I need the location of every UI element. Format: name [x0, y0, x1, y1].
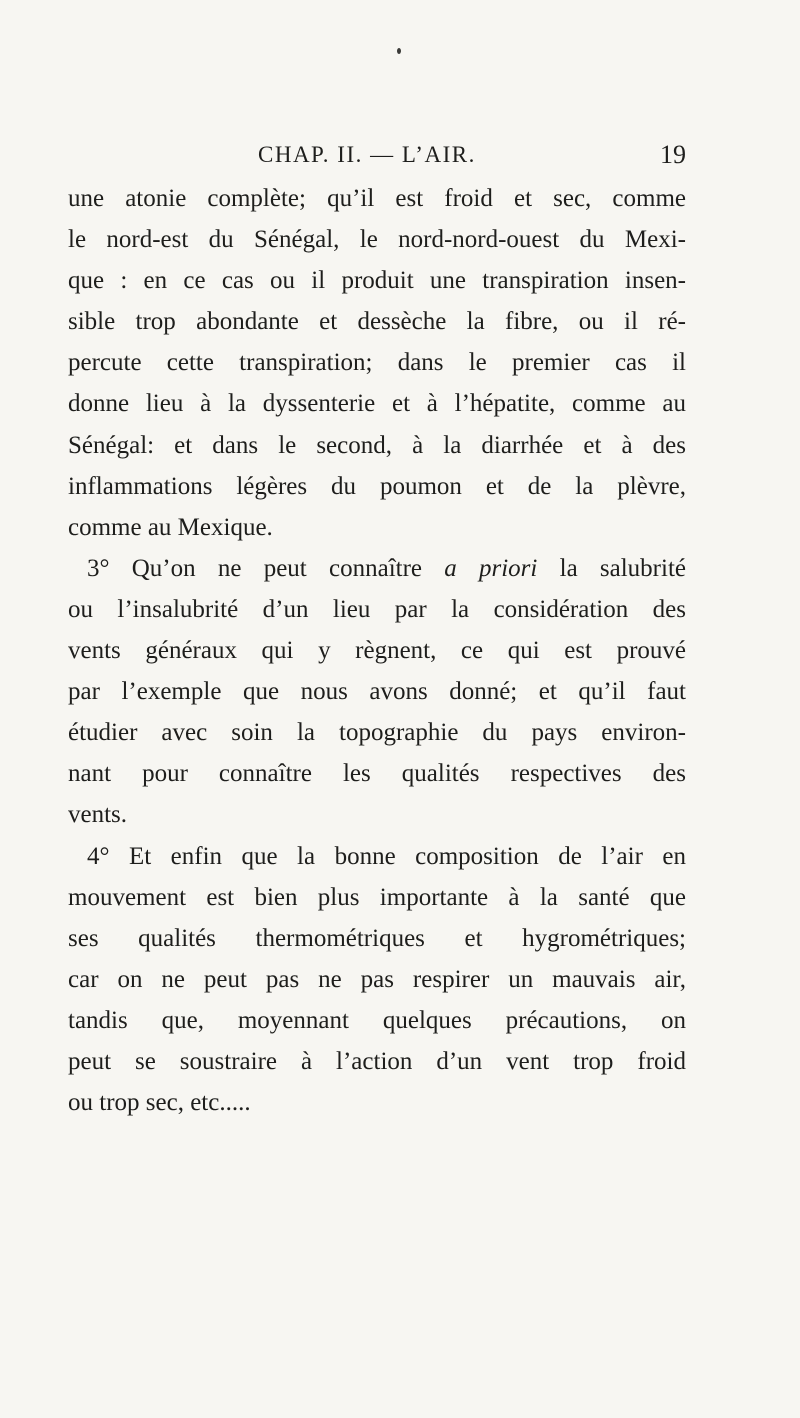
- text-line: une atonie complète; qu’il est froid et sec, comme: [68, 185, 686, 212]
- text-line: sible trop abondante et dessèche la fibre, ou il ré-: [68, 308, 686, 336]
- text-line: Sénégal: et dans le second, à la diarrhée et à des: [68, 431, 686, 459]
- text-line: par l’exemple que nous avons donné; et qu’il faut: [68, 678, 686, 706]
- text-line: mouvement est bien plus importante à la santé que: [68, 883, 686, 911]
- body-text: [68, 178, 686, 1123]
- text-line-paragraph-end: comme au Mexique.: [68, 513, 273, 541]
- text-line: donne lieu à la dyssenterie et à l’hépatite, comme au: [68, 390, 686, 418]
- text-line: inflammations légères du poumon et de la plèvre,: [68, 472, 686, 500]
- text-line: car on ne peut pas ne pas respirer un mauvais air,: [68, 965, 686, 993]
- text-line-paragraph-start: 4° Et enfin que la bonne composition de l’air en: [87, 842, 686, 870]
- text-line: vents généraux qui y règnent, ce qui est prouvé: [68, 637, 686, 665]
- text-line: nant pour connaître les qualités respectives des: [68, 760, 686, 788]
- text-line: le nord-est du Sénégal, le nord-nord-ouest du Mexi-: [68, 226, 686, 254]
- text-line: peut se soustraire à l’action d’un vent trop froid: [68, 1047, 686, 1075]
- page-number: 19: [660, 140, 686, 169]
- text-line: étudier avec soin la topographie du pays environ-: [68, 719, 686, 747]
- text-line-paragraph-start: 3° Qu’on ne peut connaître a priori la salubrité: [87, 554, 686, 582]
- text-line: ou l’insalubrité d’un lieu par la considération des: [68, 595, 686, 623]
- text-line: ses qualités thermométriques et hygrométriques;: [68, 924, 686, 952]
- text-line: que : en ce cas ou il produit une transpiration insen-: [68, 267, 686, 295]
- running-header: [258, 142, 686, 172]
- text-line: tandis que, moyennant quelques précautions, on: [68, 1006, 686, 1034]
- text-line-paragraph-end: vents.: [68, 801, 128, 829]
- italic-phrase: a priori: [444, 554, 538, 582]
- running-title: CHAP. II. — L’AIR.: [258, 142, 476, 167]
- text-line: percute cette transpiration; dans le premier cas il: [68, 349, 686, 377]
- ink-speck: [397, 48, 401, 54]
- text-line-paragraph-end: ou trop sec, etc.....: [68, 1089, 251, 1117]
